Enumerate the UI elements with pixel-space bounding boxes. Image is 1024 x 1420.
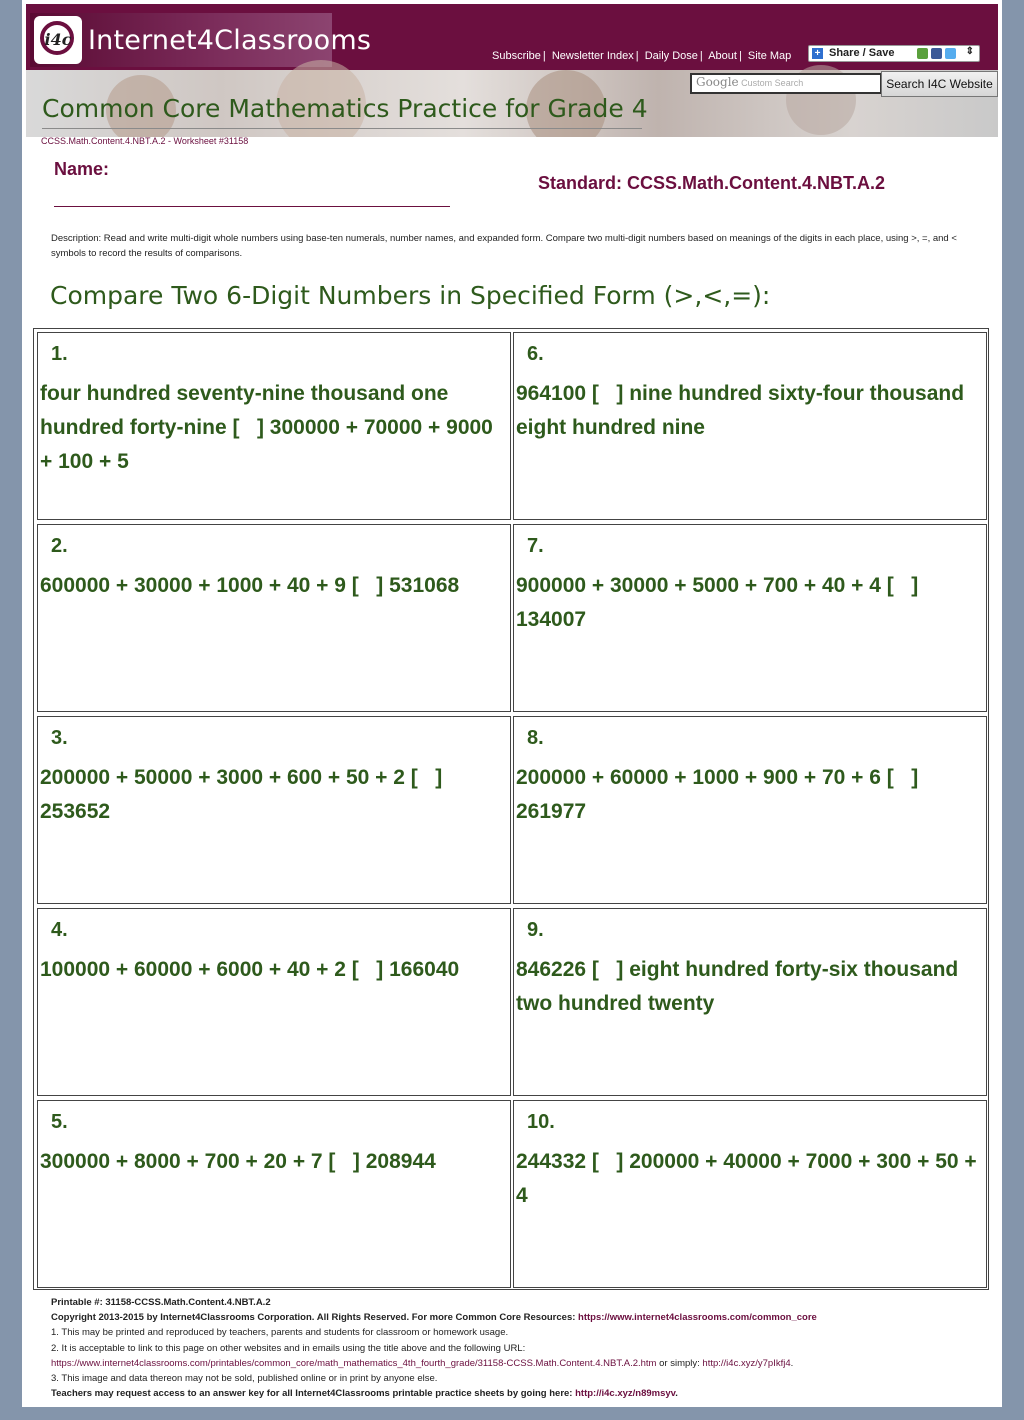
share-label: Share / Save [829, 47, 895, 59]
problem-text: 200000 + 60000 + 1000 + 900 + 70 + 6 [ ] 261977 [516, 766, 925, 823]
nav-subscribe[interactable]: Subscribe [492, 50, 541, 62]
problem-cell-5 [37, 1100, 511, 1288]
page [22, 0, 1002, 1407]
problem-text: 600000 + 30000 + 1000 + 40 + 9 [ ] 531068 [40, 574, 460, 597]
worksheet-url-link[interactable]: https://www.internet4classrooms.com/printables/common_core/math_mathematics_4th_fourth_grade/31158-CCSS.Math.Content.4.NBT.A.2.htm [51, 1357, 657, 1369]
search-input[interactable] [690, 73, 882, 94]
standard-label: Standard: CCSS.Math.Content.4.NBT.A.2 [538, 173, 886, 193]
google-logo: Google [696, 75, 739, 89]
problem-text: 100000 + 60000 + 6000 + 40 + 2 [ ] 166040 [40, 958, 460, 981]
problem-number: 1. [51, 343, 68, 365]
usage-note-1: 1. This may be printed and reproduced by teachers, parents and students for classroom or homework usage. [51, 1327, 509, 1339]
problem-text: 300000 + 8000 + 700 + 20 + 7 [ ] 208944 [40, 1150, 436, 1173]
footer: Printable #: 31158-CCSS.Math.Content.4.NBT.A.2 Copyright 2013-2015 by Internet4Classrooms Corporation. All Rights Reserved. For more Common Core Resources: https://www.internet4classrooms.com/common_core 1. This may be printed and reproduced by teachers, parents and students for classroom or homework usage. 2. It is acceptable to link to this page on other websites and in emails using the title above and the following URL: https://www.internet4classrooms.com/printables/common_core/math_mathematics_4th_fourth_grade/31158-CCSS.Math.Content.4.NBT.A.2.htm or simply: http://i4c.xyz/y7pIkfj4. 3. This image and data thereon may not be sold, published online or in print by anyone else. Teachers may request access to an answer key for all Internet4Classrooms printable practice sheets by going here: http://i4c.xyz/n89msyv. [51, 1295, 991, 1401]
problem-number: 8. [527, 727, 544, 749]
problem-text: 200000 + 50000 + 3000 + 600 + 50 + 2 [ ] 253652 [40, 766, 449, 823]
problem-cell-6 [513, 332, 987, 520]
problem-text: 964100 [ ] nine hundred sixty-four thousand eight hundred nine [516, 382, 970, 439]
facebook-icon [931, 48, 942, 59]
printable-number: Printable #: 31158-CCSS.Math.Content.4.NBT.A.2 [51, 1297, 271, 1308]
search-button[interactable]: Search I4C Website [881, 71, 998, 97]
problem-text: four hundred seventy-nine thousand one hundred forty-nine [ ] 300000 + 70000 + 9000 + 100 + 5 [40, 382, 499, 473]
nav-newsletter-index[interactable]: Newsletter Index [551, 50, 634, 62]
problem-cell-3 [37, 716, 511, 904]
problem-cell-1 [37, 332, 511, 520]
problem-number: 4. [51, 919, 68, 941]
problem-number: 9. [527, 919, 544, 941]
problem-number: 3. [51, 727, 68, 749]
worksheet-instruction: Compare Two 6-Digit Numbers in Specified Form (>,<,=): [50, 281, 771, 310]
usage-note-2: 2. It is acceptable to link to this page on other websites and in emails using the title above and the following URL: [51, 1342, 526, 1354]
problem-cell-7 [513, 524, 987, 712]
site-logo[interactable] [30, 13, 372, 67]
problem-text: 846226 [ ] eight hundred forty-six thousand two hundred twenty [516, 958, 965, 1015]
standard-description: Description: Read and write multi-digit whole numbers using base-ten numerals, number names, and expanded form. Compare two multi-digit numbers based on meanings of the digits in each place, using >, =, and < symbols to record the results of comparisons. [51, 233, 957, 259]
nav-site-map[interactable]: Site Map [747, 50, 792, 62]
logo-badge-icon [34, 16, 82, 64]
common-core-link[interactable]: https://www.internet4classrooms.com/common_core [578, 1312, 817, 1324]
share-save-button[interactable] [808, 45, 980, 62]
worksheet-id: CCSS.Math.Content.4.NBT.A.2 - Worksheet #31158 [41, 136, 249, 146]
problem-grid [33, 328, 989, 1290]
logo-name: Internet4Classrooms [88, 25, 372, 56]
twitter-icon [945, 48, 956, 59]
email-share-icon [917, 48, 928, 59]
problem-text: 244332 [ ] 200000 + 40000 + 7000 + 300 + 50 + 4 [516, 1150, 983, 1207]
problem-cell-2 [37, 524, 511, 712]
answer-key-text: Teachers may request access to an answer key for all Internet4Classrooms printable practice sheets by going here: [51, 1388, 573, 1400]
title-divider [42, 128, 642, 129]
problem-number: 2. [51, 535, 68, 557]
usage-note-3: 3. This image and data thereon may not be sold, published online or in print by anyone else. [51, 1373, 438, 1385]
chevron-updown-icon: ⇕ [965, 46, 974, 57]
problem-cell-9 [513, 908, 987, 1096]
problem-text: 900000 + 30000 + 5000 + 700 + 40 + 4 [ ] 134007 [516, 574, 925, 631]
site-header [26, 4, 998, 137]
problem-number: 6. [527, 343, 544, 365]
logo-badge-text: i4c [44, 30, 72, 49]
top-nav: Subscribe | Newsletter Index | Daily Dose | About | Site Map [492, 50, 792, 62]
search-placeholder: Custom Search [741, 78, 804, 88]
name-label: Name: [54, 159, 110, 179]
problem-cell-8 [513, 716, 987, 904]
short-url-link[interactable]: http://i4c.xyz/y7pIkfj4 [702, 1357, 791, 1369]
url-or-text: or simply: [656, 1357, 703, 1369]
problem-cell-10 [513, 1100, 987, 1288]
problem-number: 7. [527, 535, 544, 557]
nav-daily-dose[interactable]: Daily Dose [644, 50, 698, 62]
problem-cell-4 [37, 908, 511, 1096]
problem-number: 10. [527, 1111, 555, 1133]
copyright-text: Copyright 2013-2015 by Internet4Classrooms Corporation. All Rights Reserved. For more Common Core Resources: [51, 1312, 576, 1324]
page-title: Common Core Mathematics Practice for Grade 4 [42, 94, 648, 123]
name-write-line [54, 206, 450, 207]
problem-number: 5. [51, 1111, 68, 1133]
answer-key-link[interactable]: http://i4c.xyz/n89msyv [575, 1388, 676, 1400]
share-plus-icon: + [812, 48, 823, 59]
nav-about[interactable]: About [708, 50, 737, 62]
